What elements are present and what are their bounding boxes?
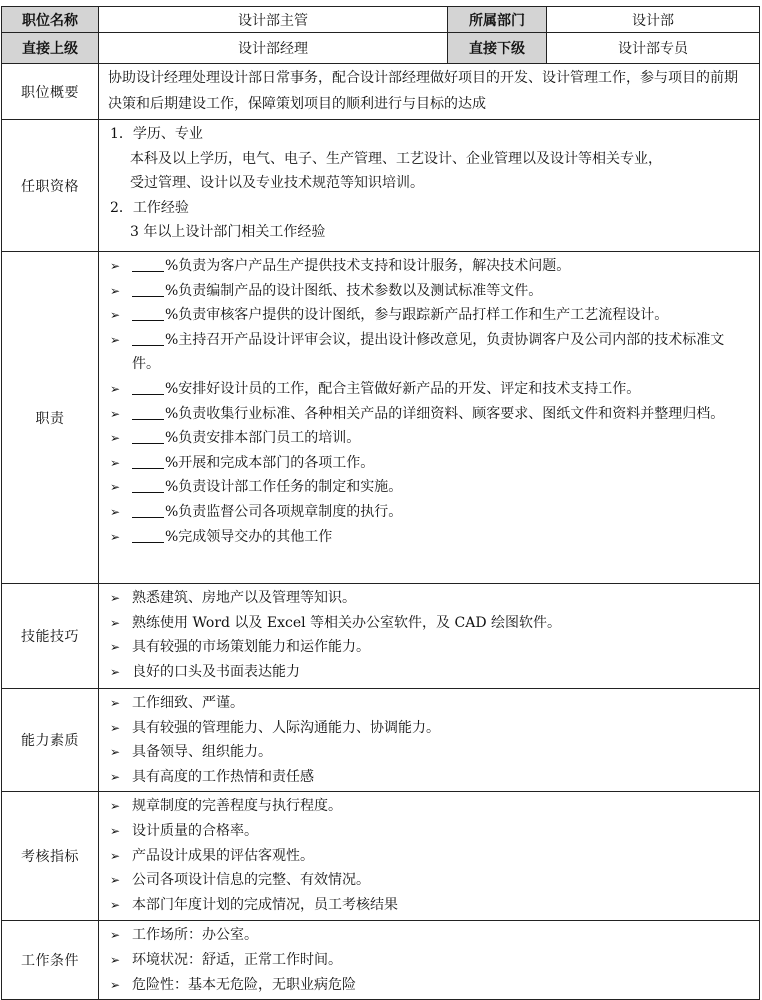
superior-label: 直接上级 [2, 33, 99, 64]
percent-blank [132, 306, 164, 321]
percent-blank [132, 331, 164, 346]
duty-item: ➢ %负责为客户产品生产提供技术支持和设计服务，解决技术问题。 [108, 254, 749, 279]
title-label: 职位名称 [2, 7, 99, 33]
overview-text: 协助设计经理处理设计部日常事务，配合设计部经理做好项目的开发、设计管理工作，参与项目的前期决策和后期建设工作，保障策划项目的顺利进行与目标的达成 [108, 70, 738, 112]
kpi-label: 考核指标 [2, 792, 99, 921]
dept-label: 所属部门 [448, 7, 547, 33]
percent-blank [132, 282, 164, 297]
arrowhead-bullet-icon: ➢ [110, 848, 121, 863]
edu-title: 1．学历、专业 [110, 126, 203, 142]
arrowhead-bullet-icon: ➢ [110, 615, 121, 630]
arrowhead-bullet-icon: ➢ [110, 332, 121, 347]
exp-title: 2．工作经验 [110, 199, 189, 216]
condition-item: ➢ 危险性：基本无危险，无职业病危险 [108, 973, 749, 998]
overview-label: 职位概要 [2, 64, 99, 120]
skill-item: ➢ 熟练使用 Word 以及 Excel 等相关办公室软件，及 CAD 绘图软件。 [108, 611, 749, 636]
arrowhead-bullet-icon: ➢ [110, 873, 121, 888]
row-conditions [2, 921, 760, 1000]
arrowhead-bullet-icon: ➢ [110, 283, 121, 298]
arrowhead-bullet-icon: ➢ [110, 480, 121, 495]
kpi-item: ➢ 产品设计成果的评估客观性。 [108, 844, 749, 869]
duty-item: ➢ %负责编制产品的设计图纸、技术参数以及测试标准等文件。 [108, 279, 749, 304]
arrowhead-bullet-icon: ➢ [110, 591, 121, 605]
dept-value: 设计部 [547, 7, 760, 33]
arrowhead-bullet-icon: ➢ [110, 928, 121, 943]
percent-blank [132, 429, 164, 444]
row-superior [2, 33, 760, 64]
arrowhead-bullet-icon: ➢ [110, 720, 121, 735]
subordinate-value: 设计部专员 [547, 33, 760, 64]
arrowhead-bullet-icon: ➢ [110, 952, 121, 967]
ability-item: ➢ 工作细致、严谨。 [108, 691, 749, 716]
row-title [2, 7, 760, 33]
condition-item: ➢ 环境状况：舒适，正常工作时间。 [108, 948, 749, 973]
percent-blank [132, 454, 164, 469]
arrowhead-bullet-icon: ➢ [110, 455, 121, 470]
arrowhead-bullet-icon: ➢ [110, 308, 121, 323]
arrowhead-bullet-icon: ➢ [110, 897, 121, 912]
percent-blank [132, 503, 164, 518]
kpi-item: ➢ 公司各项设计信息的完整、有效情况。 [108, 868, 749, 893]
kpi-item: ➢ 设计质量的合格率。 [108, 819, 749, 844]
row-skills [2, 584, 760, 689]
ability-item: ➢ 具有较强的管理能力、人际沟通能力、协调能力。 [108, 716, 749, 741]
edu-line-1: 本科及以上学历，电气、电子、生产管理、工艺设计、企业管理以及设计等相关专业， [130, 150, 662, 167]
percent-blank [132, 478, 164, 493]
row-overview [2, 64, 760, 120]
percent-blank [132, 380, 164, 395]
ability-item: ➢ 具有高度的工作热情和责任感 [108, 765, 749, 790]
abilities-label: 能力素质 [2, 689, 99, 792]
arrowhead-bullet-icon: ➢ [110, 381, 121, 396]
superior-value: 设计部经理 [99, 33, 448, 64]
percent-blank [132, 257, 164, 272]
arrowhead-bullet-icon: ➢ [110, 504, 121, 519]
arrowhead-bullet-icon: ➢ [110, 823, 121, 838]
arrowhead-bullet-icon: ➢ [110, 431, 121, 446]
arrowhead-bullet-icon: ➢ [110, 799, 121, 814]
ability-item: ➢ 具备领导、组织能力。 [108, 740, 749, 765]
subordinate-label: 直接下级 [448, 33, 547, 64]
duty-item: ➢ %负责监督公司各项规章制度的执行。 [108, 500, 749, 525]
arrowhead-bullet-icon: ➢ [110, 977, 121, 992]
duty-item: ➢ %开展和完成本部门的各项工作。 [108, 451, 749, 476]
duty-item: ➢ %负责收集行业标准、各种相关产品的详细资料、顾客要求、图纸文件和资料并整理归档。 [108, 402, 749, 427]
arrowhead-bullet-icon: ➢ [110, 745, 121, 760]
row-duties [2, 252, 760, 584]
row-abilities [2, 689, 760, 792]
arrowhead-bullet-icon: ➢ [110, 640, 121, 655]
skills-label: 技能技巧 [2, 584, 99, 689]
skill-item: ➢ 良好的口头及书面表达能力 [108, 660, 749, 685]
arrowhead-bullet-icon: ➢ [110, 664, 121, 679]
duty-item: ➢ %负责审核客户提供的设计图纸，参与跟踪新产品打样工作和生产工艺流程设计。 [108, 303, 749, 328]
duty-item: ➢ %完成领导交办的其他工作 [108, 525, 749, 550]
job-description-table [1, 6, 760, 1000]
arrowhead-bullet-icon: ➢ [110, 696, 121, 710]
kpi-item: ➢ 本部门年度计划的完成情况，员工考核结果 [108, 893, 749, 918]
condition-item: ➢ 工作场所：办公室。 [108, 923, 749, 948]
duty-item: ➢ %主持召开产品设计评审会议，提出设计修改意见，负责协调客户及公司内部的技术标准文件。 [108, 328, 749, 377]
kpi-item: ➢ 规章制度的完善程度与执行程度。 [108, 794, 749, 819]
arrowhead-bullet-icon: ➢ [110, 259, 121, 273]
row-qualification [2, 120, 760, 252]
percent-blank [132, 528, 164, 543]
percent-blank [132, 405, 164, 420]
qualification-label: 任职资格 [2, 120, 99, 252]
duty-item: ➢ %负责安排本部门员工的培训。 [108, 426, 749, 451]
title-value: 设计部主管 [99, 7, 448, 33]
arrowhead-bullet-icon: ➢ [110, 769, 121, 784]
duties-label: 职责 [2, 252, 99, 584]
row-kpi [2, 792, 760, 921]
duty-item: ➢ %安排好设计员的工作，配合主管做好新产品的开发、评定和技术支持工作。 [108, 377, 749, 402]
arrowhead-bullet-icon: ➢ [110, 529, 121, 544]
edu-line-2: 受过管理、设计以及专业技术规范等知识培训。 [130, 175, 424, 191]
arrowhead-bullet-icon: ➢ [110, 406, 121, 421]
skill-item: ➢ 具有较强的市场策划能力和运作能力。 [108, 635, 749, 660]
skill-item: ➢ 熟悉建筑、房地产以及管理等知识。 [108, 586, 749, 611]
duty-item: ➢ %负责设计部工作任务的制定和实施。 [108, 475, 749, 500]
conditions-label: 工作条件 [2, 921, 99, 1000]
exp-text: 3 年以上设计部门相关工作经验 [130, 224, 326, 240]
